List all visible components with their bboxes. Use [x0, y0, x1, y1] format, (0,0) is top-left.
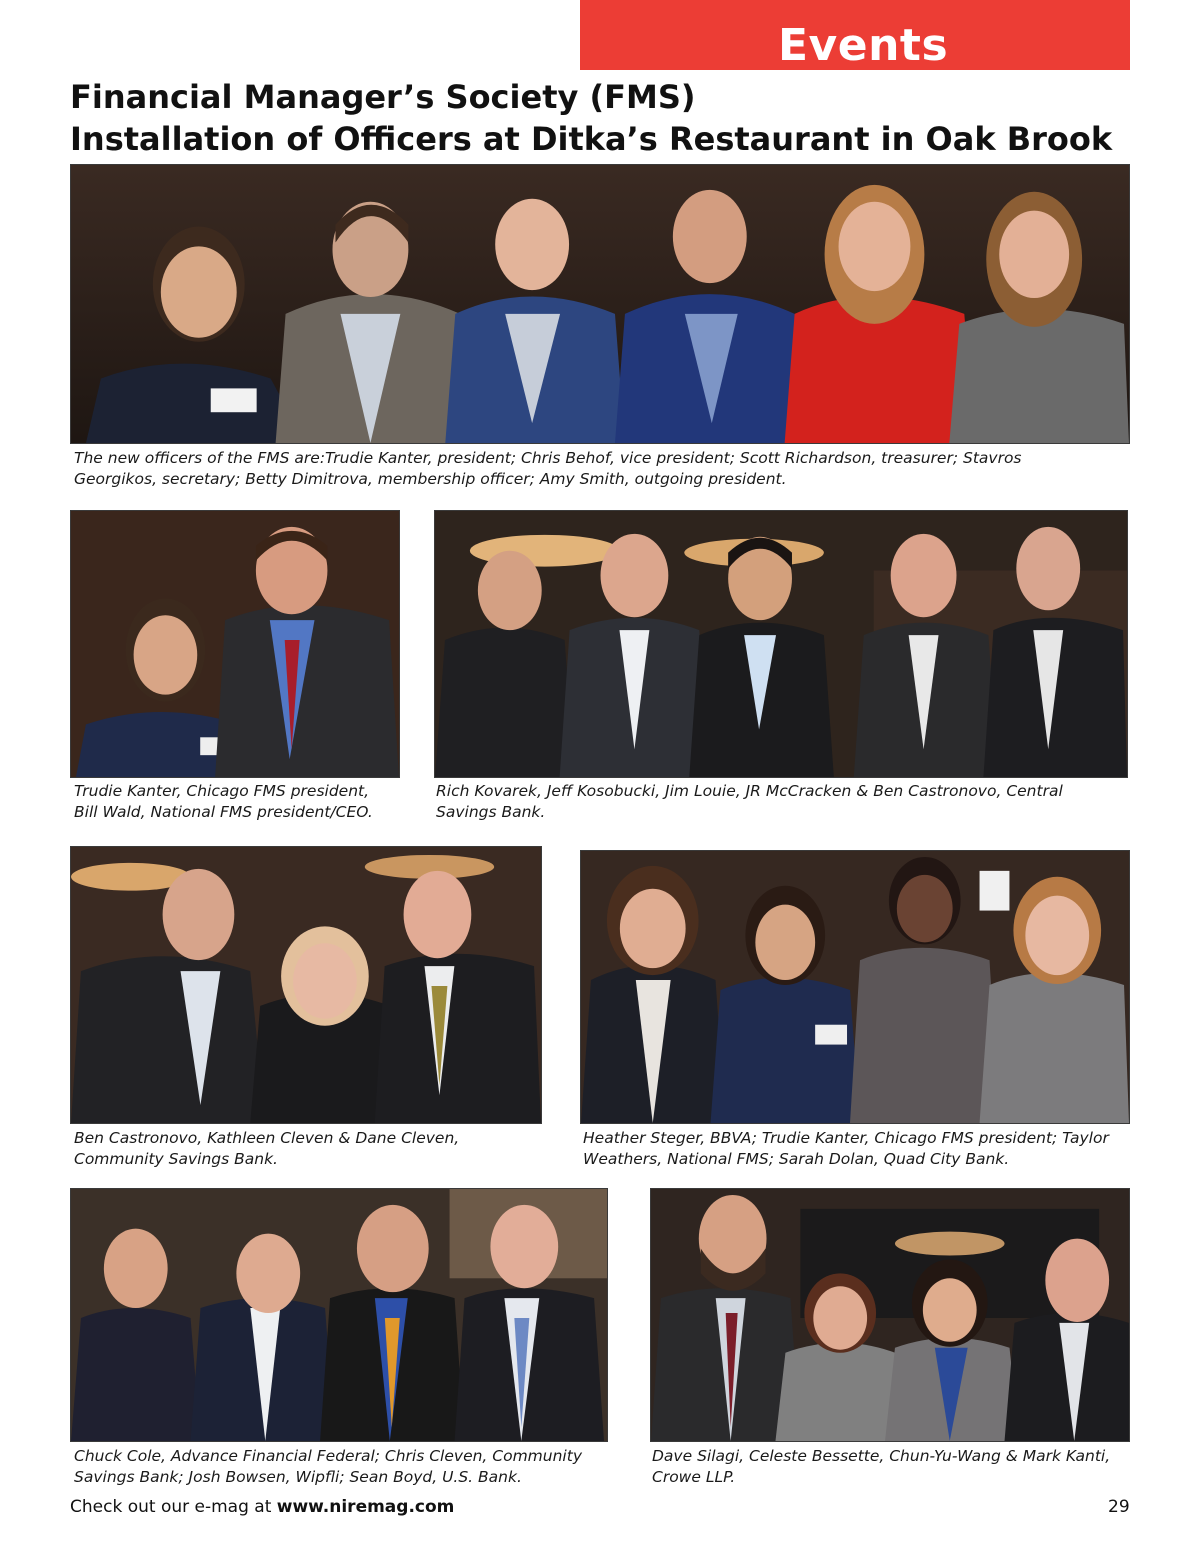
- caption-women-group: [583, 1128, 1143, 1170]
- article-title-line-1: Financial Manager’s Society (FMS): [70, 78, 696, 116]
- photo-kanter-wald: [70, 510, 400, 778]
- caption-central-savings: [436, 781, 1126, 823]
- caption-crowe-group: [652, 1446, 1132, 1488]
- caption-officers-group: [74, 448, 1134, 490]
- caption-line: Chuck Cole, Advance Financial Federal; Chris Cleven, Community: [74, 1447, 582, 1465]
- caption-line: Rich Kovarek, Jeff Kosobucki, Jim Louie, JR McCracken & Ben Castronovo, Central: [436, 782, 1063, 800]
- caption-cole-group: [74, 1446, 614, 1488]
- photo-cleven-group: [70, 846, 542, 1124]
- section-banner-label: Events: [778, 20, 949, 71]
- photo-officers-group: [70, 164, 1130, 444]
- footer-emag-note: [70, 1497, 454, 1517]
- caption-kanter-wald: [74, 781, 404, 823]
- caption-line: Heather Steger, BBVA; Trudie Kanter, Chicago FMS president; Taylor: [583, 1129, 1109, 1147]
- caption-line: Georgikos, secretary; Betty Dimitrova, membership officer; Amy Smith, outgoing president.: [74, 470, 787, 488]
- article-title: [70, 76, 1170, 160]
- page-number: 29: [1108, 1497, 1130, 1517]
- caption-line: The new officers of the FMS are:Trudie Kanter, president; Chris Behof, vice president; Scott Richardson, treasurer; Stavros: [74, 449, 1022, 467]
- caption-line: Crowe LLP.: [652, 1468, 736, 1486]
- photo-crowe-group: [650, 1188, 1130, 1442]
- article-title-line-2: Installation of Officers at Ditka’s Restaurant in Oak Brook: [70, 120, 1113, 158]
- caption-line: Savings Bank.: [436, 803, 546, 821]
- footer-prefix: Check out our e-mag at: [70, 1497, 277, 1517]
- caption-line: Ben Castronovo, Kathleen Cleven & Dane Cleven,: [74, 1129, 460, 1147]
- caption-line: Trudie Kanter, Chicago FMS president,: [74, 782, 370, 800]
- caption-line: Community Savings Bank.: [74, 1150, 278, 1168]
- caption-line: Weathers, National FMS; Sarah Dolan, Quad City Bank.: [583, 1150, 1010, 1168]
- caption-line: Savings Bank; Josh Bowsen, Wipfli; Sean Boyd, U.S. Bank.: [74, 1468, 522, 1486]
- caption-cleven-group: [74, 1128, 544, 1170]
- caption-line: Bill Wald, National FMS president/CEO.: [74, 803, 373, 821]
- caption-line: Dave Silagi, Celeste Bessette, Chun-Yu-Wang & Mark Kanti,: [652, 1447, 1111, 1465]
- photo-women-group: [580, 850, 1130, 1124]
- photo-cole-group: [70, 1188, 608, 1442]
- photo-central-savings: [434, 510, 1128, 778]
- footer-url-link[interactable]: www.niremag.com: [276, 1497, 455, 1517]
